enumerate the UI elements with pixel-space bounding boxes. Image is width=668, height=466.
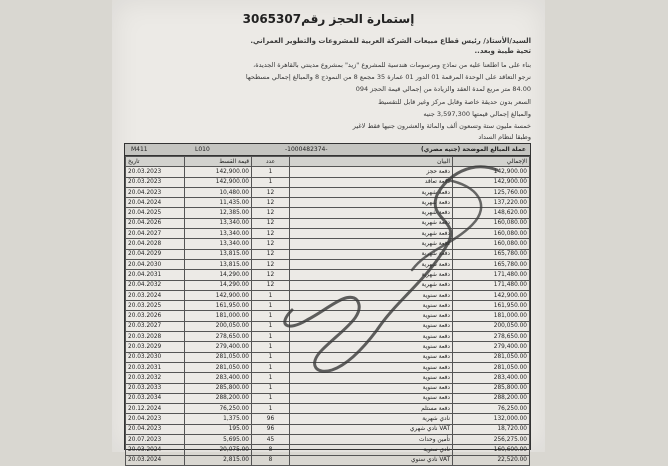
col-total: الإجمالي [453,157,530,167]
cell-description: دفعة شهرية [290,249,453,259]
cell-count: 1 [252,167,290,177]
cell-installment-value: 288,200.00 [185,393,252,403]
cell-date: 20.03.2028 [126,332,185,342]
table-row [126,362,530,372]
table-row [126,435,530,445]
cell-count: 8 [252,455,290,465]
cell-date: 20.04.2027 [126,229,185,239]
cell-total: 160,080.00 [453,229,530,239]
cell-installment-value: 142,900.00 [185,167,252,177]
table-row [126,249,530,259]
cell-installment-value: 12,385.00 [185,208,252,218]
cell-date: 20.04.2025 [126,208,185,218]
cell-total: 142,900.00 [453,290,530,300]
cell-total: 76,250.00 [453,404,530,414]
table-row [126,280,530,290]
payment-system-line: وطبقا لنظام السداد [478,133,531,141]
cell-total: 160,080.00 [453,218,530,228]
table-row [126,424,530,434]
cell-description: دفعة شهرية [290,239,453,249]
cell-installment-value: 13,815.00 [185,249,252,259]
table-row [126,259,530,269]
cell-date: 20.03.2034 [126,393,185,403]
cell-count: 12 [252,187,290,197]
schedule-rows [126,167,530,466]
cell-date: 20.07.2023 [126,435,185,445]
cell-installment-value: 283,400.00 [185,373,252,383]
cell-total: 279,400.00 [453,342,530,352]
cell-installment-value: 5,695.00 [185,435,252,445]
col-count: عدد [252,157,290,167]
cell-description: دفعة سنوية [290,362,453,372]
greeting-line: تحية طيبة وبعد.. [474,47,531,55]
cell-total: 148,620.00 [453,208,530,218]
table-row [126,167,530,177]
cell-installment-value: 200,050.00 [185,321,252,331]
cell-count: 1 [252,311,290,321]
table-row [126,414,530,424]
cell-date: 20.03.2023 [126,177,185,187]
currency-label: عملة المبالغ الموضحة (جنيه مصري) [420,146,526,153]
cell-description: دفعة سنوية [290,393,453,403]
cell-description: دفعة شهرية [290,229,453,239]
price-terms-line: السعر بدون حديقة خاصة وقابل مركز وغير قابل للتقسيط [378,98,531,106]
code-m411: M411 [131,146,148,153]
table-row [126,177,530,187]
cell-installment-value: 161,950.00 [185,301,252,311]
cell-date: 20.03.2033 [126,383,185,393]
table-row [126,229,530,239]
table-row [126,321,530,331]
table-row [126,383,530,393]
table-header-bar [125,144,530,156]
cell-installment-value: 13,340.00 [185,239,252,249]
total-words-line: خمسة مليون ستة وتسعون ألف والمائة والعشرون جنيها فقط لاغير [352,122,531,130]
cell-description: دفعة حجز [290,167,453,177]
cell-description: دفعة مستلم [290,404,453,414]
cell-count: 12 [252,249,290,259]
cell-date: 20.03.2031 [126,362,185,372]
cell-total: 142,900.00 [453,177,530,187]
table-row [126,445,530,455]
cell-count: 12 [252,239,290,249]
schedule-grid [125,156,530,466]
cell-date: 20.04.2024 [126,198,185,208]
cell-total: 132,000.00 [453,414,530,424]
cell-total: 256,275.00 [453,435,530,445]
table-row [126,218,530,228]
cell-installment-value: 181,000.00 [185,311,252,321]
cell-installment-value: 13,340.00 [185,218,252,228]
table-row [126,270,530,280]
cell-count: 12 [252,270,290,280]
reservation-form-page [112,0,545,464]
cell-installment-value: 142,900.00 [185,177,252,187]
cell-count: 8 [252,445,290,455]
cell-date: 20.03.2025 [126,301,185,311]
cell-count: 1 [252,342,290,352]
total-value-line: والمبالغ إجمالي قيمتها 3,597,300 جنيه [423,110,531,118]
cell-description: دفعة شهرية [290,259,453,269]
cell-date: 20.04.2028 [126,239,185,249]
cell-total: 278,650.00 [453,332,530,342]
cell-count: 1 [252,301,290,311]
cell-installment-value: 278,650.00 [185,332,252,342]
cell-description: دفعة سنوية [290,332,453,342]
cell-count: 12 [252,218,290,228]
cell-description: دفعة سنوية [290,383,453,393]
code-l010: L010 [195,146,210,153]
cell-installment-value: 285,800.00 [185,383,252,393]
cell-total: 165,780.00 [453,259,530,269]
cell-date: 20.03.2027 [126,321,185,331]
cell-installment-value: 195.00 [185,424,252,434]
table-row [126,301,530,311]
cell-description: دفعة سنوية [290,342,453,352]
cell-total: 161,950.00 [453,301,530,311]
cell-date: 20.12.2024 [126,404,185,414]
cell-description: دفعة شهرية [290,280,453,290]
cell-date: 20.04.2029 [126,249,185,259]
cell-date: 20.03.2029 [126,342,185,352]
cell-count: 1 [252,332,290,342]
table-row [126,342,530,352]
reference-code: -1000482374- [285,146,328,153]
cell-description: VAT نادي شهري [290,424,453,434]
cell-date: 20.04.2026 [126,218,185,228]
cell-description: دفعة شهرية [290,218,453,228]
cell-installment-value: 20,075.00 [185,445,252,455]
cell-total: 171,480.00 [453,270,530,280]
cell-description: نادي سنوية [290,445,453,455]
table-row [126,455,530,465]
table-row [126,208,530,218]
cell-description: دفعة سنوية [290,373,453,383]
cell-date: 20.03.2032 [126,373,185,383]
column-header-row [126,157,530,167]
cell-total: 283,400.00 [453,373,530,383]
cell-count: 1 [252,383,290,393]
cell-installment-value: 13,340.00 [185,229,252,239]
cell-count: 1 [252,321,290,331]
cell-total: 160,600.00 [453,445,530,455]
cell-description: دفعة شهرية [290,198,453,208]
cell-installment-value: 13,815.00 [185,259,252,269]
cell-total: 22,520.00 [453,455,530,465]
table-row [126,332,530,342]
area-line: 84.00 متر مربع لمدة العقد والزيادة من إجمالي قيمة الحجز 094 [355,85,531,93]
cell-total: 125,760.00 [453,187,530,197]
cell-date: 20.03.2024 [126,445,185,455]
col-date: تاريخ [126,157,185,167]
cell-date: 20.04.2030 [126,259,185,269]
cell-date: 20.04.2032 [126,280,185,290]
cell-date: 20.03.2024 [126,290,185,300]
cell-installment-value: 10,480.00 [185,187,252,197]
cell-installment-value: 11,435.00 [185,198,252,208]
cell-count: 96 [252,414,290,424]
table-row [126,404,530,414]
cell-total: 165,780.00 [453,249,530,259]
table-row [126,393,530,403]
cell-date: 20.04.2023 [126,187,185,197]
cell-count: 1 [252,177,290,187]
cell-date: 20.03.2024 [126,455,185,465]
cell-description: دفعة سنوية [290,321,453,331]
cell-count: 45 [252,435,290,445]
cell-total: 181,000.00 [453,311,530,321]
cell-description: VAT نادي سنوي [290,455,453,465]
table-row [126,373,530,383]
cell-total: 288,200.00 [453,393,530,403]
cell-total: 200,050.00 [453,321,530,331]
cell-description: نادي شهرية [290,414,453,424]
cell-count: 12 [252,198,290,208]
cell-installment-value: 142,900.00 [185,290,252,300]
table-row [126,290,530,300]
cell-installment-value: 2,815.00 [185,455,252,465]
col-description: البيان [290,157,453,167]
addressee-line: السيد/الأستاذ/ رئيس قطاع مبيعات الشركة العربية للمشروعات والتطوير العمراني. [250,37,531,45]
cell-count: 12 [252,208,290,218]
table-row [126,352,530,362]
table-row [126,187,530,197]
cell-total: 281,050.00 [453,352,530,362]
cell-count: 96 [252,424,290,434]
cell-description: دفعة شهرية [290,270,453,280]
table-row [126,198,530,208]
cell-count: 12 [252,259,290,269]
cell-installment-value: 1,375.00 [185,414,252,424]
cell-total: 142,900.00 [453,167,530,177]
cell-installment-value: 14,290.00 [185,270,252,280]
cell-description: دفعة شهرية [290,187,453,197]
cell-count: 1 [252,352,290,362]
cell-date: 20.04.2023 [126,414,185,424]
payment-schedule-table [124,143,531,464]
cell-description: تأمين وحدات [290,435,453,445]
cell-description: دفعة سنوية [290,301,453,311]
cell-date: 20.03.2023 [126,167,185,177]
cell-date: 20.03.2030 [126,352,185,362]
table-row [126,239,530,249]
cell-total: 137,220.00 [453,198,530,208]
form-title: إستمارة الحجز رقم3065307 [242,12,415,26]
cell-total: 18,720.00 [453,424,530,434]
cell-count: 1 [252,362,290,372]
cell-count: 1 [252,393,290,403]
cell-total: 285,800.00 [453,383,530,393]
cell-count: 1 [252,373,290,383]
cell-description: دفعة سنوية [290,311,453,321]
cell-total: 281,050.00 [453,362,530,372]
cell-total: 160,080.00 [453,239,530,249]
unit-line: نرجو التعاقد على الوحدة المرقمة 01 الدور 01 عمارة 35 مجمع 8 من النموذج 8 والمبالغ إجمالي مسطحها [245,73,531,81]
cell-count: 1 [252,404,290,414]
cell-installment-value: 76,250.00 [185,404,252,414]
cell-description: دفعة سنوية [290,290,453,300]
cell-date: 20.03.2026 [126,311,185,321]
cell-installment-value: 279,400.00 [185,342,252,352]
intro-line: بناء على ما اطلعنا عليه من نماذج ومرسومات هندسية للمشروع "زيد" بمشروع مدينتي بالقاهرة الجديدة، [253,61,531,69]
cell-date: 20.04.2023 [126,424,185,434]
cell-description: دفعة شهرية [290,208,453,218]
cell-installment-value: 14,290.00 [185,280,252,290]
table-row [126,311,530,321]
cell-count: 12 [252,229,290,239]
cell-installment-value: 281,050.00 [185,352,252,362]
col-installment-value: قيمة القسط [185,157,252,167]
cell-description: دفعة سنوية [290,352,453,362]
cell-total: 171,480.00 [453,280,530,290]
cell-installment-value: 281,050.00 [185,362,252,372]
cell-date: 20.04.2031 [126,270,185,280]
cell-count: 1 [252,290,290,300]
cell-count: 12 [252,280,290,290]
cell-description: دفعة تعاقد [290,177,453,187]
